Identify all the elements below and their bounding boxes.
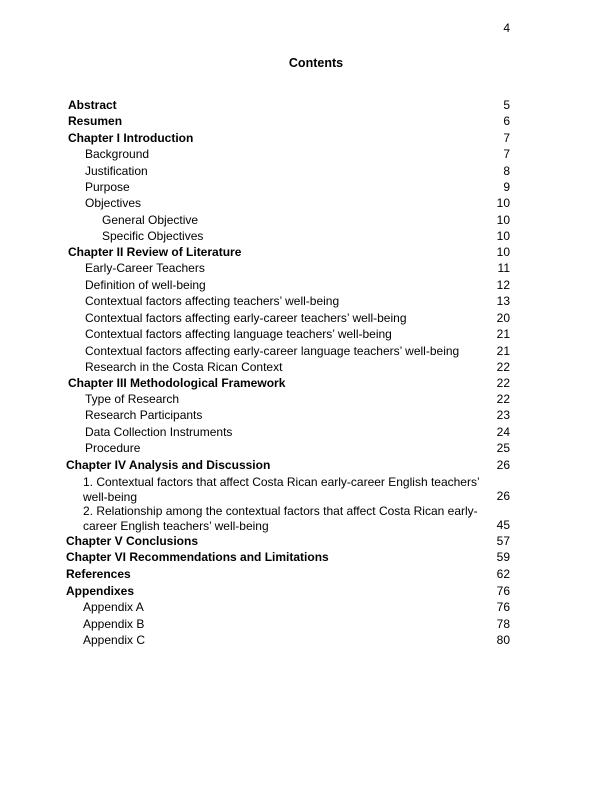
toc-entry-page: 8	[503, 164, 510, 178]
toc-entry-label: Chapter II Review of Literature	[68, 245, 242, 259]
toc-entry-label: References	[66, 567, 131, 581]
toc-entry-label: Contextual factors affecting teachers’ well-being	[85, 294, 340, 308]
toc-entry-page: 11	[497, 261, 510, 275]
toc-entry-label: Objectives	[85, 196, 142, 210]
toc-entry-label: Procedure	[85, 441, 141, 455]
toc-entry-page: 10	[496, 213, 510, 227]
toc-entry-label: Resumen	[68, 114, 123, 128]
toc-entry-page: 5	[503, 98, 510, 112]
toc-entry-page: 24	[496, 425, 510, 439]
toc-entry-label: Abstract	[68, 98, 117, 112]
toc-entry-page: 21	[496, 327, 510, 341]
toc-entry-label: Data Collection Instruments	[85, 425, 233, 439]
toc-entry-page: 10	[496, 229, 510, 243]
toc-entry-label: Definition of well-being	[85, 278, 206, 292]
toc-entry-page: 59	[496, 550, 510, 564]
toc-entry-page: 10	[496, 245, 510, 259]
page-number: 4	[503, 21, 510, 35]
toc-entry-page: 7	[503, 131, 510, 145]
toc-entry-page: 10	[496, 196, 510, 210]
toc-entry-label: Appendix B	[83, 617, 145, 631]
toc-entry-page: 12	[496, 278, 510, 292]
toc-entry-label: Appendix A	[83, 600, 144, 614]
toc-entry-page: 22	[496, 392, 510, 406]
toc-entry-label: Chapter IV Analysis and Discussion	[66, 458, 271, 472]
toc-entry-label: Early-Career Teachers	[85, 261, 205, 275]
toc-entry-label: Appendixes	[66, 584, 135, 598]
toc-entry-label: 2. Relationship among the contextual factors that affect Costa Rican early-career English teachers’ well-being	[83, 504, 478, 533]
toc-entry-label: Contextual factors affecting language teachers’ well-being	[85, 327, 392, 341]
toc-entry-label: Justification	[85, 164, 148, 178]
toc-entry-page: 22	[496, 360, 510, 374]
toc-entry-label: 1. Contextual factors that affect Costa Rican early-career English teachers’ well-being	[83, 475, 480, 504]
toc-entry-page: 13	[496, 294, 510, 308]
toc-entry-page: 25	[496, 441, 510, 455]
toc-entry-label: Chapter V Conclusions	[66, 534, 199, 548]
toc-entry-page: 22	[496, 376, 510, 390]
toc-entry-page: 21	[496, 344, 510, 358]
toc-entry-label: Purpose	[85, 180, 130, 194]
toc-entry-page: 76	[496, 600, 510, 614]
toc-entry-page: 62	[496, 567, 510, 581]
page-title: Contents	[288, 56, 344, 70]
toc-entry-page: 9	[503, 180, 510, 194]
toc-entry-page: 20	[496, 311, 510, 325]
toc-entry-page: 26	[496, 458, 510, 472]
toc-entry-page: 57	[496, 534, 510, 548]
toc-entry-label: Specific Objectives	[102, 229, 204, 243]
toc-entry-page: 26	[496, 489, 510, 503]
toc-entry-page: 45	[496, 518, 510, 532]
toc-entry-page: 23	[496, 408, 510, 422]
toc-entry-page: 76	[496, 584, 510, 598]
toc-entry-page: 6	[503, 114, 510, 128]
toc-entry-label: Contextual factors affecting early-career language teachers’ well-being	[85, 344, 460, 358]
toc-entry-label: Chapter VI Recommendations and Limitations	[66, 550, 329, 564]
toc-entry-label: Chapter I Introduction	[68, 131, 194, 145]
toc-entry-label: Contextual factors affecting early-career teachers’ well-being	[85, 311, 407, 325]
toc-entry-page: 78	[496, 617, 510, 631]
toc-entry-label: Research in the Costa Rican Context	[85, 360, 283, 374]
toc-entry-page: 7	[503, 147, 510, 161]
toc-entry-label: General Objective	[102, 213, 199, 227]
toc-entry-label: Chapter III Methodological Framework	[68, 376, 286, 390]
toc-entry-page: 80	[496, 633, 510, 647]
toc-entry-label: Appendix C	[83, 633, 146, 647]
toc-entry-label: Research Participants	[85, 408, 203, 422]
toc-entry-label: Background	[85, 147, 150, 161]
toc-entry-label: Type of Research	[85, 392, 180, 406]
